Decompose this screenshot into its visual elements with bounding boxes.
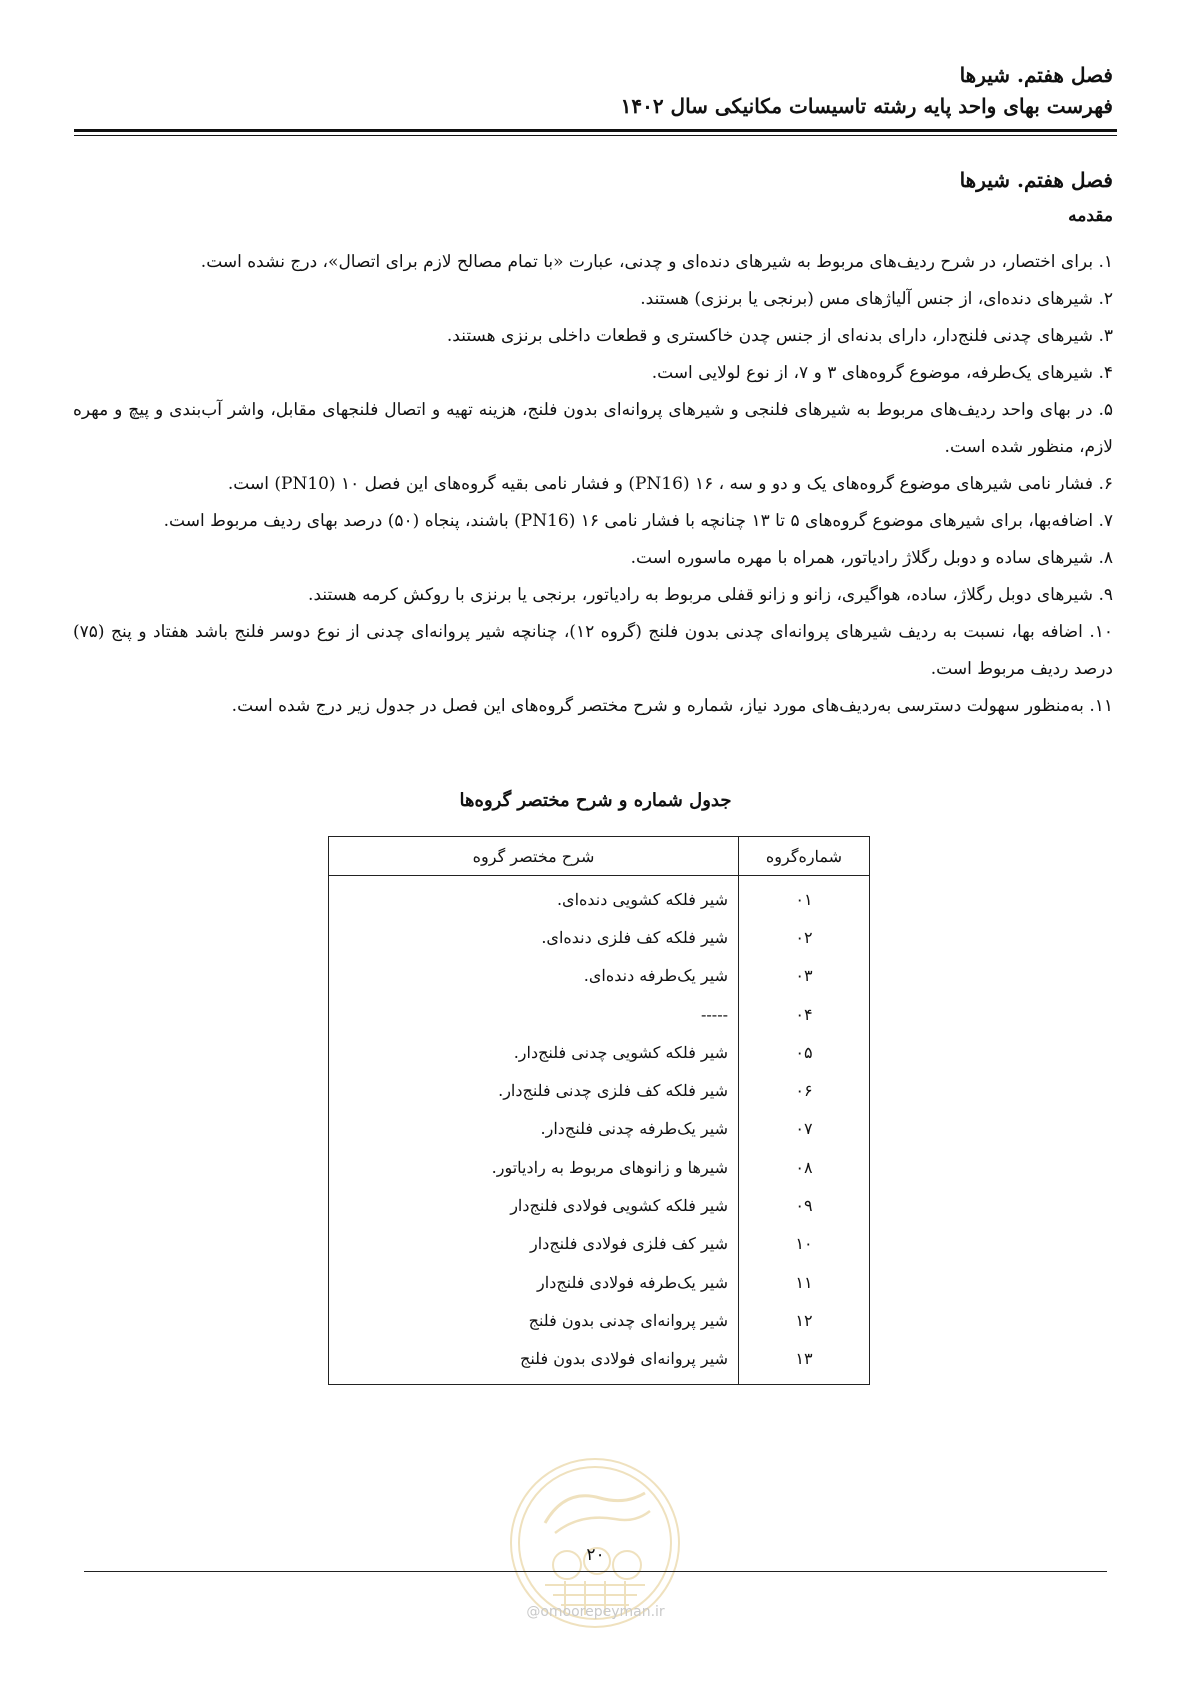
header-description: شرح مختصر گروه <box>329 837 739 876</box>
group-number: ۱۳ <box>739 1340 870 1385</box>
table-row <box>329 1301 870 1339</box>
group-number: ۰۶ <box>739 1071 870 1109</box>
note-item: ۲. شیرهای دنده‌ای، از جنس آلیاژهای مس (برنجی یا برنزی) هستند. <box>640 289 1113 309</box>
group-description: ----- <box>700 1004 728 1024</box>
running-header <box>73 60 1113 122</box>
group-description: شیر فلکه کشویی دنده‌ای. <box>556 889 728 909</box>
group-description: شیر فلکه کشویی فولادی فلنج‌دار <box>510 1196 728 1216</box>
group-description: شیرها و زانوهای مربوط به رادیاتور. <box>491 1157 728 1177</box>
note-item: ۸. شیرهای ساده و دوبل رگلاژ رادیاتور، همراه با مهره ماسوره است. <box>630 548 1113 568</box>
group-number: ۱۰ <box>739 1225 870 1263</box>
table-row <box>329 957 870 995</box>
header-list-title: فهرست بهای واحد پایه رشته تاسیسات مکانیکی سال ۱۴۰۲ <box>620 94 1113 118</box>
footer-rule <box>84 1571 1107 1572</box>
note-item: ۱۱. به‌منظور سهولت دسترسی به‌ردیف‌های مورد نیاز، شماره و شرح مختصر گروه‌های این فصل در جدول زیر درج شده است. <box>231 696 1113 716</box>
group-number: ۱۲ <box>739 1301 870 1339</box>
note-item: ۹. شیرهای دوبل رگلاژ، ساده، هواگیری، زانو و زانو قفلی مربوط به رادیاتور، برنجی یا برنزی با روکش کرمه هستند. <box>308 585 1113 605</box>
header-rule-thin <box>74 135 1117 136</box>
group-description: شیر کف فلزی فولادی فلنج‌دار <box>530 1234 728 1254</box>
group-number: ۰۸ <box>739 1148 870 1186</box>
note-item: ۷. اضافه‌بها، برای شیرهای موضوع گروه‌های ۵ تا ۱۳ چنانچه با فشار نامی ۱۶ (PN16) باشند، پنجاه (۵۰) درصد بهای ردیف مربوط است. <box>163 511 1113 531</box>
group-description: شیر یک‌طرفه فولادی فلنج‌دار <box>537 1272 728 1292</box>
group-description: شیر یک‌طرفه چدنی فلنج‌دار. <box>540 1119 728 1139</box>
group-number: ۰۲ <box>739 918 870 956</box>
table-row <box>329 1148 870 1186</box>
group-number: ۰۳ <box>739 957 870 995</box>
header-rule-thick <box>74 129 1117 132</box>
table-row <box>329 1186 870 1224</box>
group-description: شیر فلکه کشویی چدنی فلنج‌دار. <box>513 1042 728 1062</box>
groups-table <box>328 836 870 1385</box>
group-number: ۰۵ <box>739 1033 870 1071</box>
table-row <box>329 1110 870 1148</box>
group-number: ۰۷ <box>739 1110 870 1148</box>
group-number: ۰۱ <box>739 876 870 919</box>
table-row <box>329 876 870 919</box>
notes-list <box>73 244 1113 725</box>
note-item: ۵. در بهای واحد ردیف‌های مربوط به شیرهای فلنجی و شیرهای پروانه‌ای بدون فلنج، هزینه تهیه و اتصال فلنجهای مقابل، واشر آب‌بندی و پیچ و مهره لازم، منظور شده است. <box>73 400 1113 457</box>
header-chapter: فصل هفتم. شیرها <box>959 63 1113 87</box>
watermark-text: @omoorepeyman.ir <box>526 1604 665 1620</box>
table-row <box>329 1071 870 1109</box>
group-description: شیر فلکه کف فلزی دنده‌ای. <box>541 927 728 947</box>
note-item: ۳. شیرهای چدنی فلنج‌دار، دارای بدنه‌ای از جنس چدن خاکستری و قطعات داخلی برنزی هستند. <box>446 326 1113 346</box>
table-row <box>329 995 870 1033</box>
table-row <box>329 1263 870 1301</box>
group-description: شیر پروانه‌ای چدنی بدون فلنج <box>528 1310 728 1330</box>
table-caption: جدول شماره و شرح مختصر گروه‌ها <box>459 790 732 811</box>
note-item: ۴. شیرهای یک‌طرفه، موضوع گروه‌های ۳ و ۷، از نوع لولایی است. <box>651 363 1113 383</box>
header-number: شماره‌گروه <box>739 837 870 876</box>
group-description: شیر پروانه‌ای فولادی بدون فلنج <box>520 1349 728 1369</box>
table-row <box>329 1340 870 1385</box>
chapter-title: فصل هفتم. شیرها <box>959 168 1113 192</box>
group-number: ۱۱ <box>739 1263 870 1301</box>
table-row <box>329 1225 870 1263</box>
note-item: ۱. برای اختصار، در شرح ردیف‌های مربوط به شیرهای دنده‌ای و چدنی، عبارت «با تمام مصالح لازم برای اتصال»، درج نشده است. <box>200 252 1113 272</box>
table-row <box>329 918 870 956</box>
note-item: ۱۰. اضافه بها، نسبت به ردیف شیرهای پروانه‌ای چدنی بدون فلنج (گروه ۱۲)، چنانچه شیر پروانه‌ای چدنی از نوع دوسر فلنج باشد هفتاد و پنج (۷۵) درصد ردیف مربوط است. <box>73 622 1113 679</box>
group-number: ۰۹ <box>739 1186 870 1224</box>
page-number: ۲۰ <box>586 1545 605 1565</box>
group-description: شیر یک‌طرفه دنده‌ای. <box>583 966 728 986</box>
group-description: شیر فلکه کف فلزی چدنی فلنج‌دار. <box>498 1081 728 1101</box>
table-row <box>329 1033 870 1071</box>
table-header-row <box>329 837 870 876</box>
group-number: ۰۴ <box>739 995 870 1033</box>
note-item: ۶. فشار نامی شیرهای موضوع گروه‌های یک و دو و سه ، ۱۶ (PN16) و فشار نامی بقیه گروه‌های این فصل ۱۰ (PN10) است. <box>227 474 1113 494</box>
intro-heading: مقدمه <box>1068 206 1113 226</box>
